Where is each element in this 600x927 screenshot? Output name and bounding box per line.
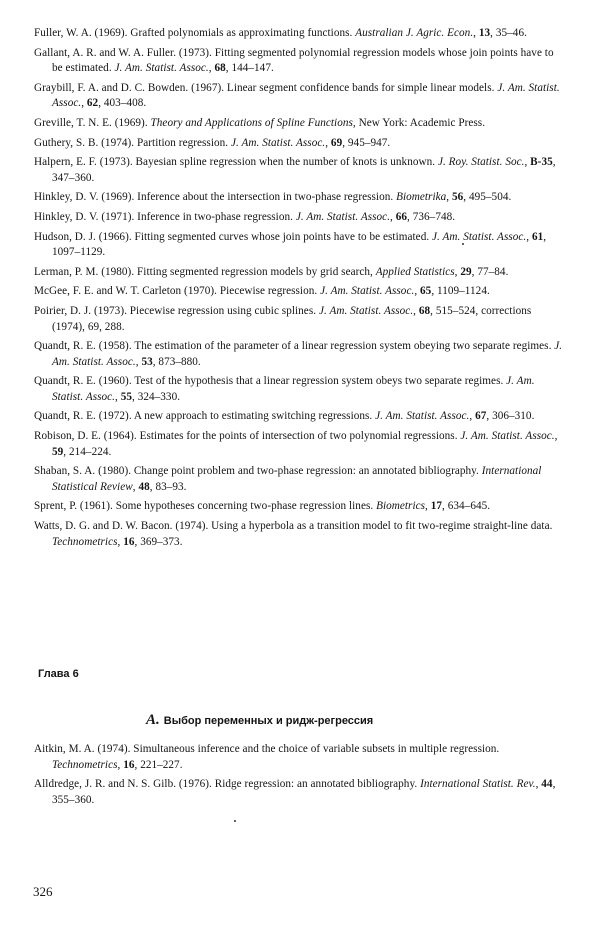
section-letter: A. (146, 712, 160, 728)
reference-lead: Halpern, E. F. (1973). Bayesian spline regression when the number of knots is unknown. (34, 156, 438, 169)
reference-lead: Lerman, P. M. (1980). Fitting segmented regression models by grid search, (34, 265, 376, 278)
reference-pages: , 324–330. (132, 390, 181, 403)
reference-pages: , 144–147. (225, 62, 274, 75)
reference-lead: Fuller, W. A. (1969). Grafted polynomials as approximating functions. (34, 27, 356, 39)
reference-separator: , (554, 430, 558, 443)
reference-lead: Quandt, R. E. (1958). The estimation of the parameter of a linear regression system obeying two separate regimes. (34, 340, 555, 353)
reference-volume: 16 (123, 758, 135, 771)
reference-separator: , (81, 97, 87, 110)
reference-list (34, 26, 564, 554)
reference-separator: , (526, 230, 532, 243)
print-speck (234, 820, 236, 822)
section-title: Выбор переменных и ридж-регрессия (163, 715, 374, 727)
reference-separator: , (390, 210, 396, 223)
reference-lead: Hinkley, D. V. (1971). Inference in two-phase regression. (34, 210, 296, 223)
reference-journal: J. Am. Statist. Assoc. (432, 230, 527, 243)
reference-pages: , 214–224. (63, 445, 112, 458)
reference-journal: J. Am. Statist. Assoc. (114, 62, 209, 75)
reference-entry (34, 499, 564, 515)
reference-journal: International Statist. Rev. (420, 778, 536, 791)
reference-volume: 68 (214, 62, 226, 75)
reference-volume: 56 (451, 191, 464, 204)
reference-pages: , 306–310. (486, 410, 535, 423)
reference-volume: 29 (460, 265, 472, 278)
reference-entry (34, 777, 564, 808)
reference-entry (34, 155, 564, 186)
reference-journal: J. Am. Statist. Assoc. (230, 136, 326, 149)
reference-entry (34, 284, 564, 300)
reference-journal: J. Am. Statist. Assoc. (320, 285, 415, 298)
reference-journal: J. Am. Statist. Assoc. (52, 81, 560, 110)
reference-pages: , 634–645. (442, 500, 491, 513)
reference-journal: J. Am. Statist. Assoc. (460, 430, 555, 443)
reference-pages: , 83–93. (149, 480, 187, 493)
reference-entry (34, 26, 564, 42)
reference-journal: Australian J. Agric. Econ. (355, 27, 474, 39)
reference-entry (34, 304, 564, 335)
reference-volume: B-35 (530, 156, 553, 169)
reference-volume: 65 (420, 285, 432, 298)
reference-separator: , (117, 535, 124, 548)
reference-entry (34, 46, 564, 77)
reference-journal: J. Am. Statist. Assoc. (318, 304, 414, 317)
reference-journal: International Statistical Review (52, 465, 542, 493)
reference-volume: 67 (475, 410, 487, 423)
reference-lead: Quandt, R. E. (1972). A new approach to estimating switching regressions. (34, 410, 376, 423)
reference-entry (34, 190, 564, 206)
reference-separator: , (208, 62, 215, 75)
reference-volume: 68 (418, 304, 431, 317)
reference-journal: J. Am. Statist. Assoc. (52, 375, 535, 403)
reference-lead: Hudson, D. J. (1966). Fitting segmented curves whose join points have to be estimated. (34, 230, 433, 243)
reference-entry (34, 265, 564, 281)
reference-separator: , (524, 156, 531, 169)
reference-lead: Graybill, F. A. and D. C. Bowden. (1967). Linear segment confidence bands for simple linear models. (34, 81, 498, 94)
reference-volume: 59 (52, 445, 64, 458)
reference-separator: , (414, 285, 421, 298)
reference-separator: , New York: Academic Press. (352, 116, 486, 129)
print-speck (462, 243, 464, 245)
reference-separator: , (413, 304, 419, 317)
reference-lead: Sprent, P. (1961). Some hypotheses concerning two-phase regression lines. (34, 500, 377, 513)
reference-lead: Shaban, S. A. (1980). Change point problem and two-phase regression: an annotated bibliography. (34, 465, 482, 478)
reference-pages: , 77–84. (471, 265, 509, 278)
reference-entry (34, 429, 564, 460)
reference-separator: , (117, 758, 124, 771)
reference-pages: , 495–504. (463, 191, 512, 204)
reference-journal: Technometrics (52, 758, 118, 771)
reference-pages: , 35–46. (490, 27, 527, 39)
reference-lead: McGee, F. E. and W. T. Carleton (1970). Piecewise regression. (34, 285, 321, 298)
chapter-label: Глава 6 (38, 668, 79, 680)
reference-pages: , 355–360. (52, 778, 556, 806)
reference-volume: 62 (86, 97, 99, 110)
reference-separator: , (535, 778, 542, 791)
reference-journal: Theory and Applications of Spline Functions (150, 116, 353, 129)
reference-journal: Biometrics (376, 500, 426, 513)
reference-pages: , 1109–1124. (431, 285, 490, 298)
reference-journal: J. Roy. Statist. Soc. (437, 156, 525, 169)
reference-list-section-a (34, 742, 564, 812)
reference-entry (34, 464, 564, 495)
reference-journal: Applied Statistics (375, 265, 455, 278)
reference-journal: J. Am. Statist. Assoc. (295, 210, 391, 223)
reference-separator: , (425, 500, 431, 513)
reference-entry (34, 742, 564, 773)
reference-separator: , (135, 355, 142, 368)
reference-entry (34, 519, 564, 550)
reference-pages: , 369–373. (134, 535, 183, 548)
reference-volume: 48 (138, 480, 150, 493)
reference-volume: 55 (120, 390, 133, 403)
reference-volume: 17 (430, 500, 443, 513)
reference-volume: 44 (541, 778, 553, 791)
reference-journal: Biometrika (396, 191, 447, 204)
reference-separator: , (115, 390, 121, 403)
reference-pages: , 515–524, corrections (1974), 69, 288. (52, 304, 532, 333)
reference-journal: Technometrics (52, 535, 118, 548)
section-heading (146, 712, 373, 729)
reference-entry (34, 210, 564, 226)
reference-volume: 66 (395, 210, 408, 223)
reference-separator: , (132, 480, 139, 493)
reference-separator: , (473, 27, 479, 39)
reference-lead: Hinkley, D. V. (1969). Inference about the intersection in two-phase regression. (34, 191, 397, 204)
reference-pages: , 736–748. (407, 210, 456, 223)
reference-entry (34, 136, 564, 152)
reference-lead: Gallant, A. R. and W. A. Fuller. (1973). Fitting segmented polynomial regression models whose join points have to be estimated. (34, 46, 554, 75)
reference-volume: 13 (478, 27, 491, 39)
reference-lead: Quandt, R. E. (1960). Test of the hypothesis that a linear regression system obeys two separate regimes. (34, 375, 507, 388)
reference-lead: Guthery, S. B. (1974). Partition regression. (34, 136, 231, 149)
reference-journal: J. Am. Statist. Assoc. (375, 410, 470, 423)
reference-entry (34, 230, 564, 261)
reference-lead: Aitkin, M. A. (1974). Simultaneous inference and the choice of variable subsets in multiple regression. (34, 743, 500, 755)
reference-entry (34, 339, 564, 370)
reference-volume: 69 (330, 136, 343, 149)
reference-pages: , 347–360. (52, 156, 556, 184)
reference-separator: , (454, 265, 461, 278)
reference-lead: Alldredge, J. R. and N. S. Gilb. (1976). Ridge regression: an annotated bibliography. (34, 778, 421, 791)
reference-entry (34, 81, 564, 112)
reference-separator: , (325, 136, 331, 149)
reference-entry (34, 374, 564, 405)
reference-pages: , 1097–1129. (52, 230, 547, 259)
reference-lead: Poirier, D. J. (1973). Piecewise regression using cubic splines. (34, 304, 319, 317)
reference-pages: , 945–947. (342, 136, 391, 149)
reference-separator: , (446, 191, 452, 204)
reference-lead: Watts, D. G. and D. W. Bacon. (1974). Using a hyperbola as a transition model to fit two-regime straight-line data. (34, 520, 553, 533)
reference-pages: , 403–408. (98, 97, 147, 110)
reference-entry (34, 116, 564, 132)
reference-lead: Greville, T. N. E. (1969). (34, 116, 151, 129)
reference-pages: , 221–227. (134, 758, 183, 771)
reference-volume: 61 (531, 230, 544, 243)
reference-volume: 16 (123, 535, 135, 548)
reference-volume: 53 (141, 355, 153, 368)
reference-journal: J. Am. Statist. Assoc. (52, 340, 563, 368)
reference-separator: , (469, 410, 476, 423)
page-number: 326 (33, 884, 53, 899)
reference-entry (34, 409, 564, 425)
reference-pages: , 873–880. (152, 355, 201, 368)
reference-lead: Robison, D. E. (1964). Estimates for the points of intersection of two polynomial regressions. (34, 430, 461, 443)
